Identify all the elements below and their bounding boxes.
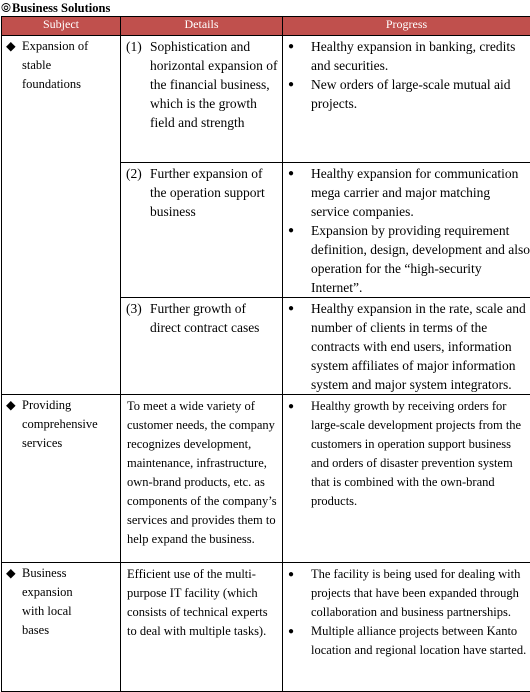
progress-cell [283,298,530,395]
details-cell: To meet a wide variety of customer needs, the company recognizes development, maintenance, infrastructure, own-brand products, etc. as components of the company’s services and provides them to help expand the business. [121,395,283,563]
list-item [283,565,530,622]
progress-text: Healthy expansion in the rate, scale and number of clients in terms of the contracts with end users, information system affiliates of major information system and major system integrators. [311,301,526,392]
detail-text: Sophistication and horizontal expansion of the financial business, which is the growth field and strength [150,37,278,132]
progress-list [283,164,530,297]
item-number: (1) [121,37,150,56]
bullet-icon: ● [288,37,294,56]
list-item [283,622,530,660]
bullet-icon: ● [288,299,294,318]
subject-cell [2,36,121,395]
progress-cell [283,395,530,563]
header-progress: Progress [283,17,530,36]
bullet-icon: ● [288,164,294,183]
list-item [283,299,530,394]
table-row [2,563,530,692]
bullet-icon: ● [288,622,294,641]
progress-cell [283,36,530,163]
business-solutions-table [1,16,530,692]
progress-text: Multiple alliance projects between Kanto location and regional location have started. [311,624,526,657]
progress-text: New orders of large-scale mutual aid projects. [311,77,511,111]
bullet-icon: ● [288,565,294,584]
progress-text: Healthy expansion for communication mega carrier and major matching service companies. [311,166,518,219]
progress-cell [283,163,530,298]
detail-text: Further expansion of the operation support business [150,164,278,221]
list-item [283,164,530,221]
list-item [283,397,530,511]
progress-list [283,565,530,660]
list-item [283,75,530,113]
header-details: Details [121,17,283,36]
details-cell [121,163,283,298]
subject-cell [2,395,121,563]
bullet-icon: ● [288,221,294,240]
bullet-icon: ● [288,75,294,94]
table-row [2,36,530,163]
details-cell [121,36,283,163]
table-row [2,395,530,563]
header-row [2,17,530,36]
detail-text: Further growth of direct contract cases [150,299,278,337]
diamond-bullet-icon: ◆ [2,37,22,56]
header-subject: Subject [2,17,121,36]
progress-text: Healthy growth by receiving orders for large-scale development projects from the customers in operation support business and orders of disaster prevention system that is combined with the own-brand products. [311,399,521,508]
progress-text: The facility is being used for dealing with projects that have been expanded through collaboration and business partnerships. [311,567,520,619]
progress-text: Expansion by providing requirement definition, design, development and also operation for the “high-security Internet”. [311,223,530,295]
progress-cell [283,563,530,692]
circle-mark-icon: ⦾ [1,1,11,15]
progress-list [283,299,530,394]
list-item [283,37,530,75]
details-cell: Efficient use of the multi-purpose IT facility (which consists of technical experts to deal with multiple tasks). [121,563,283,692]
list-item [283,221,530,297]
progress-text: Healthy expansion in banking, credits and securities. [311,39,515,73]
item-number: (3) [121,299,150,318]
subject-cell [2,563,121,692]
subject-text: Business expansion with local bases [22,564,92,640]
page-title [0,0,530,16]
diamond-bullet-icon: ◆ [2,396,22,415]
diamond-bullet-icon: ◆ [2,564,22,583]
item-number: (2) [121,164,150,183]
bullet-icon: ● [288,397,294,416]
details-cell [121,298,283,395]
subject-text: Expansion of stable foundations [22,37,104,94]
page-title-text: Business Solutions [12,1,110,15]
progress-list [283,37,530,113]
subject-text: Providing comprehensive services [22,396,108,453]
progress-list [283,397,530,511]
